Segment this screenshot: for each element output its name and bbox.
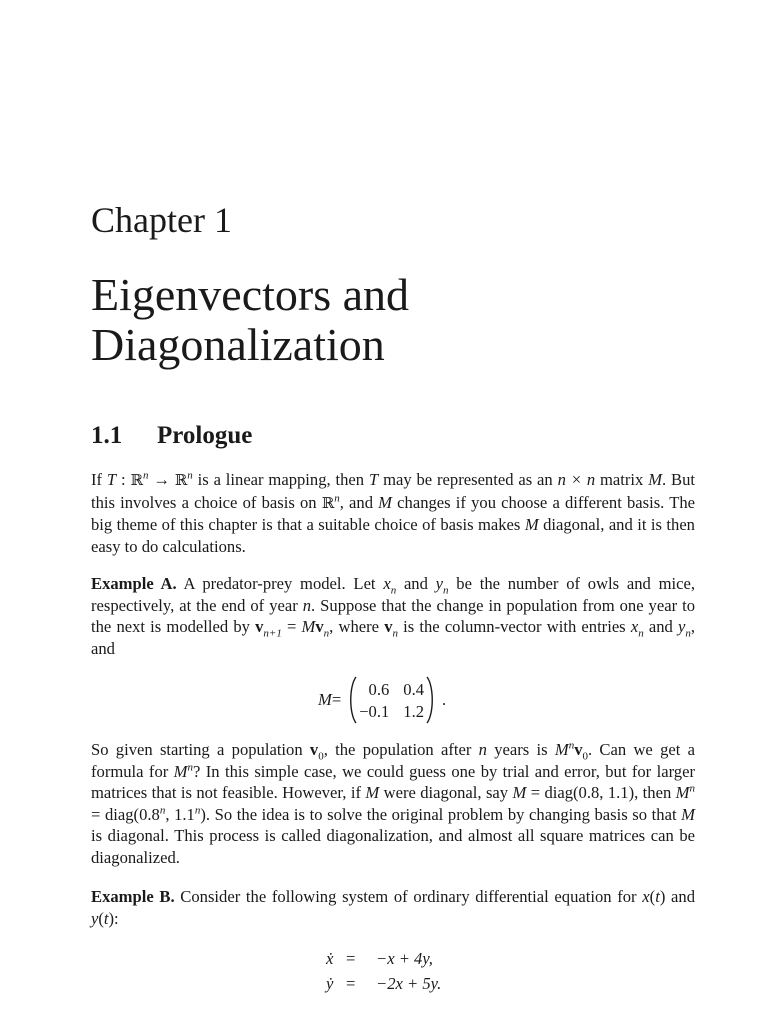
- ode-rhs-x: −x + 4y,: [376, 949, 433, 968]
- diagonalization-paragraph: So given starting a population $v_0$, the population after n years is $M^nv_0$. Can we get a formula for $M^n$? In this simple case, we could guess one by trial and error, but for larger matrices that is not feasible. However, if M were diagonal, say M = diag(0.8, 1.1), then $M^n$ = $diag(0.8^n$, 1.1$^n$). So the idea is to solve the original problem by changing basis so that M is diagonal. This process is called diagonalization, and almost all square matrices can be diagonalized.: [91, 739, 695, 867]
- chapter-label: Chapter 1: [91, 200, 232, 240]
- example-b-label: Example B.: [91, 887, 175, 906]
- left-paren-icon: [347, 676, 357, 724]
- matrix-entries: [357, 679, 426, 722]
- matrix-entry: −0.1: [359, 701, 390, 721]
- ode-lhs-x-dot: ẋ: [326, 949, 334, 968]
- matrix-lhs: M: [318, 690, 332, 709]
- right-paren-icon: [426, 676, 436, 724]
- matrix-entry: 0.4: [403, 679, 425, 699]
- matrix-entry: 1.2: [403, 701, 425, 721]
- matrix-m: [347, 676, 436, 724]
- chapter-title-line-2: Diagonalization: [91, 319, 385, 370]
- matrix-equation: [318, 676, 446, 724]
- example-b-paragraph: Example B. Consider the following system of ordinary differential equation for x(t) and y(t):: [91, 887, 695, 928]
- section-number: 1.1: [91, 422, 123, 449]
- ode-equals: =: [346, 974, 356, 993]
- chapter-title: [91, 270, 409, 370]
- ode-lhs-y-dot: ẏ: [326, 974, 334, 993]
- matrix-entry: 0.6: [368, 679, 390, 699]
- section-title: Prologue: [157, 422, 253, 449]
- prologue-paragraph: If T : ℝ$^n$ → ℝ$^n$ is a linear mapping, then T may be represented as an n × n matrix M. But this involves a choice of basis on ℝ$^n$, and M changes if you choose a different basis. The big theme of this chapter is that a suitable choice of basis makes M diagonal, and it is then easy to do calculations.: [91, 469, 696, 556]
- section-heading: [91, 420, 252, 452]
- ode-system: [326, 946, 441, 996]
- ode-equals: =: [346, 949, 356, 968]
- matrix-period: .: [442, 690, 447, 709]
- matrix-equals: =: [331, 690, 342, 709]
- chapter-title-line-1: Eigenvectors and: [91, 269, 410, 320]
- example-a-label: Example A.: [91, 574, 177, 593]
- example-a-paragraph: Example A. A predator-prey model. Let $x_n$ and $y_n$ be the number of owls and mice, respectively, at the end of year n. Suppose that the change in population from one year to the next is modelled by $v_{n+1} = Mv_n$, where $v_n$ is the column-vector with entries $x_n$ and $y_n$, and: [91, 574, 696, 658]
- ode-rhs-y: −2x + 5y.: [376, 974, 442, 993]
